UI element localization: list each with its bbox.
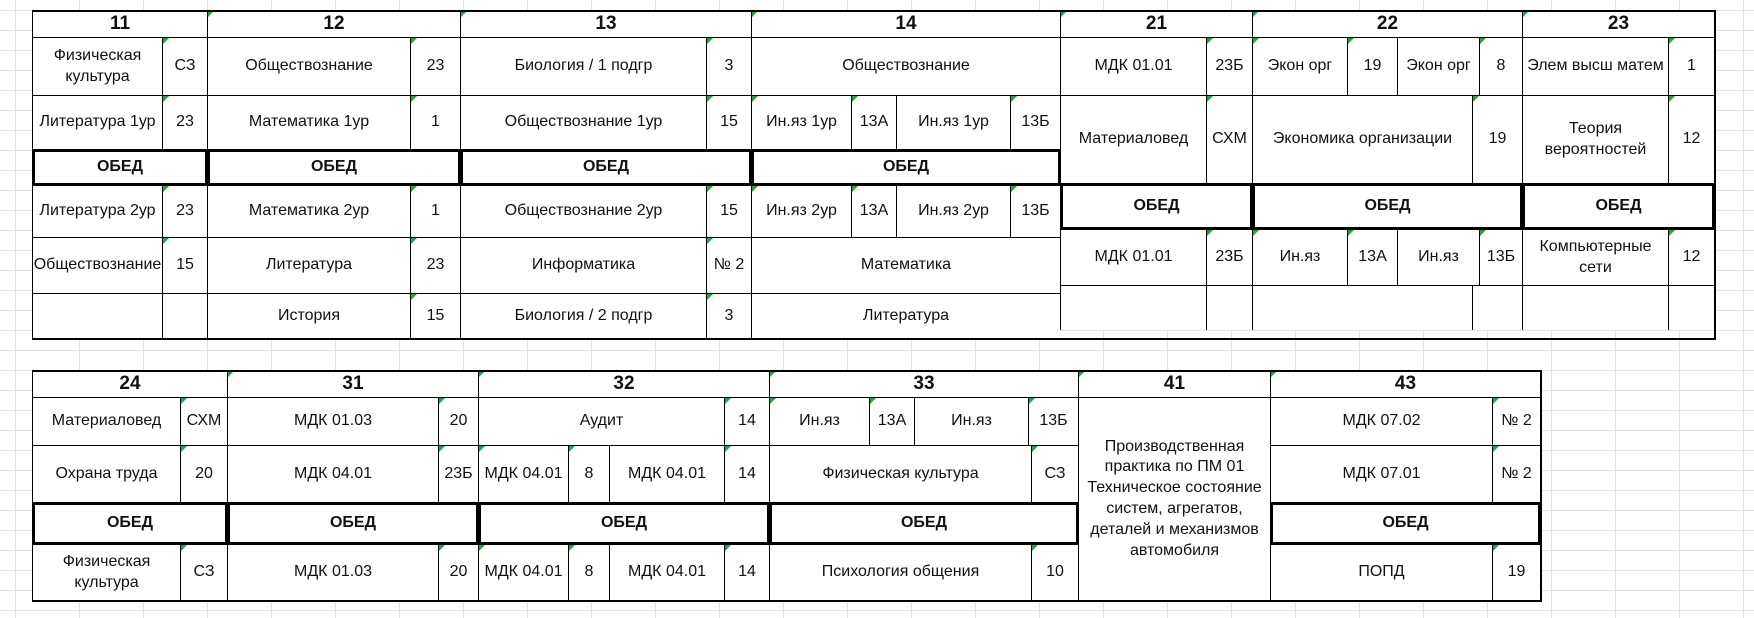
lesson-cell[interactable]: МДК 01.03 [227,397,438,445]
lunch-cell[interactable]: ОБЕД [32,502,227,544]
lesson-cell[interactable]: ПОПД [1270,544,1492,600]
lunch-cell[interactable]: ОБЕД [1252,183,1522,229]
lesson-cell[interactable]: Охрана труда [32,445,180,502]
lesson-cell[interactable]: Математика 2ур [207,185,410,237]
room-cell[interactable]: 13Б [1010,185,1060,237]
lesson-cell[interactable]: Обществознание [207,37,410,95]
lesson-cell[interactable]: Экон орг [1252,37,1347,95]
lunch-cell[interactable]: ОБЕД [478,502,769,544]
table-edge [32,338,1715,340]
lunch-cell[interactable]: ОБЕД [32,149,207,185]
lunch-cell[interactable]: ОБЕД [1060,183,1252,229]
room-cell[interactable]: 19 [1347,37,1397,95]
table-edge [32,10,1715,12]
room-cell[interactable]: 20 [438,544,478,600]
lesson-cell[interactable]: Экономика организации [1252,95,1472,183]
lesson-cell[interactable]: Физическая культура [32,544,180,600]
room-cell[interactable] [1206,285,1252,330]
room-cell[interactable]: 13Б [1028,397,1078,445]
table-edge [1714,10,1716,340]
lesson-cell[interactable]: Материаловед [32,397,180,445]
lunch-cell[interactable]: ОБЕД [460,149,751,185]
room-cell[interactable] [1472,285,1522,330]
lesson-cell[interactable]: Ин.яз [769,397,869,445]
lesson-cell[interactable] [32,293,162,338]
lesson-cell[interactable]: Физическая культура [769,445,1031,502]
group-header-22[interactable]: 22 [1252,10,1522,37]
room-cell[interactable]: 8 [568,544,609,600]
room-cell[interactable]: 23 [162,185,207,237]
lesson-cell[interactable]: Ин.яз [1397,229,1479,285]
lesson-cell[interactable]: МДК 04.01 [478,445,568,502]
lesson-cell[interactable] [1522,285,1668,330]
room-cell[interactable]: 15 [706,95,751,149]
lesson-cell[interactable]: МДК 01.01 [1060,37,1206,95]
lesson-cell[interactable]: Математика 1ур [207,95,410,149]
room-cell[interactable]: 23 [162,95,207,149]
lesson-cell[interactable]: Биология / 2 подгр [460,293,706,338]
group-header-21[interactable]: 21 [1060,10,1252,37]
group-header-43[interactable]: 43 [1270,370,1540,397]
group-header-33[interactable]: 33 [769,370,1078,397]
lesson-cell[interactable]: Психология общения [769,544,1031,600]
lesson-cell[interactable]: Физическая культура [32,37,162,95]
room-cell[interactable]: 15 [162,237,207,293]
lesson-cell[interactable]: Биология / 1 подгр [460,37,706,95]
lesson-cell[interactable]: Теория вероятностей [1522,95,1668,183]
lesson-cell[interactable]: МДК 01.01 [1060,229,1206,285]
room-cell[interactable]: 23Б [438,445,478,502]
room-cell[interactable]: 20 [180,445,227,502]
lesson-cell[interactable]: Литература [751,293,1060,338]
lesson-cell[interactable]: МДК 01.03 [227,544,438,600]
room-cell[interactable]: СЗ [1031,445,1078,502]
lesson-cell[interactable]: Ин.яз 2ур [751,185,851,237]
room-cell[interactable]: № 2 [1492,445,1540,502]
lesson-cell[interactable] [1060,285,1206,330]
room-cell[interactable]: 13А [851,185,896,237]
lesson-cell[interactable]: Компьютерные сети [1522,229,1668,285]
room-cell[interactable]: 8 [568,445,609,502]
room-cell[interactable]: 23Б [1206,37,1252,95]
room-cell[interactable]: 14 [724,445,769,502]
lunch-cell[interactable]: ОБЕД [1522,183,1714,229]
lesson-cell[interactable]: Ин.яз [914,397,1028,445]
room-cell[interactable]: 1 [410,95,460,149]
room-cell[interactable]: 1 [410,185,460,237]
room-cell[interactable]: СХМ [1206,95,1252,183]
room-cell[interactable]: СХМ [180,397,227,445]
lesson-cell[interactable]: МДК 07.02 [1270,397,1492,445]
group-header-14[interactable]: 14 [751,10,1060,37]
room-cell[interactable]: 15 [706,185,751,237]
lesson-cell[interactable]: Обществознание [751,37,1060,95]
group-header-11[interactable]: 11 [32,10,207,37]
lunch-cell[interactable]: ОБЕД [227,502,478,544]
lesson-cell[interactable]: МДК 07.01 [1270,445,1492,502]
room-cell[interactable]: 13Б [1479,229,1522,285]
room-cell[interactable]: 12 [1668,95,1714,183]
room-cell[interactable]: 13А [851,95,896,149]
lesson-cell[interactable]: МДК 04.01 [609,445,724,502]
group-header-32[interactable]: 32 [478,370,769,397]
room-cell[interactable]: 13А [869,397,914,445]
lesson-cell[interactable]: Обществознание 2ур [460,185,706,237]
lesson-cell[interactable]: МДК 04.01 [478,544,568,600]
room-cell[interactable]: 14 [724,397,769,445]
room-cell[interactable]: № 2 [706,237,751,293]
room-cell[interactable]: 15 [410,293,460,338]
lesson-cell[interactable]: Литература 2ур [32,185,162,237]
room-cell[interactable]: СЗ [180,544,227,600]
lunch-cell[interactable]: ОБЕД [207,149,460,185]
lesson-cell[interactable]: Ин.яз 1ур [896,95,1010,149]
lesson-cell[interactable]: Экон орг [1397,37,1479,95]
lesson-cell[interactable] [1252,285,1472,330]
lesson-cell[interactable]: Обществознание 1ур [460,95,706,149]
lunch-cell[interactable]: ОБЕД [769,502,1078,544]
group-header-24[interactable]: 24 [32,370,227,397]
lesson-cell[interactable]: Ин.яз 2ур [896,185,1010,237]
room-cell[interactable]: 10 [1031,544,1078,600]
room-cell[interactable]: 13Б [1010,95,1060,149]
group-header-12[interactable]: 12 [207,10,460,37]
lesson-cell[interactable]: Литература 1ур [32,95,162,149]
room-cell[interactable]: 19 [1492,544,1540,600]
table-edge [32,600,1541,602]
room-cell[interactable]: 23 [410,237,460,293]
group-header-23[interactable]: 23 [1522,10,1714,37]
lesson-cell[interactable]: Материаловед [1060,95,1206,183]
lesson-cell[interactable]: Математика [751,237,1060,293]
group-header-41[interactable]: 41 [1078,370,1270,397]
room-cell[interactable]: 3 [706,293,751,338]
lunch-cell[interactable]: ОБЕД [751,149,1060,185]
group-header-13[interactable]: 13 [460,10,751,37]
room-cell[interactable]: 8 [1479,37,1522,95]
lesson-cell[interactable]: Аудит [478,397,724,445]
room-cell[interactable]: 3 [706,37,751,95]
room-cell[interactable]: 12 [1668,229,1714,285]
lesson-cell[interactable]: Элем высш матем [1522,37,1668,95]
lesson-cell[interactable]: Ин.яз 1ур [751,95,851,149]
table-edge [1540,370,1542,602]
lesson-cell[interactable]: Информатика [460,237,706,293]
room-cell[interactable]: 1 [1668,37,1714,95]
room-cell[interactable] [162,293,207,338]
table-edge [32,370,1541,372]
group-header-31[interactable]: 31 [227,370,478,397]
room-cell[interactable] [1668,285,1714,330]
room-cell[interactable]: № 2 [1492,397,1540,445]
room-cell[interactable]: 19 [1472,95,1522,183]
lesson-cell[interactable]: МДК 04.01 [227,445,438,502]
lunch-cell[interactable]: ОБЕД [1270,502,1540,544]
lesson-cell[interactable]: Производственная практика по ПМ 01 Техническое состояние систем, агрегатов, деталей и механизмов автомобиля [1078,397,1270,600]
room-cell[interactable]: СЗ [162,37,207,95]
room-cell[interactable]: 13А [1347,229,1397,285]
room-cell[interactable]: 23 [410,37,460,95]
lesson-cell[interactable]: История [207,293,410,338]
room-cell[interactable]: 14 [724,544,769,600]
lesson-cell[interactable]: МДК 04.01 [609,544,724,600]
room-cell[interactable]: 20 [438,397,478,445]
lesson-cell[interactable]: Литература [207,237,410,293]
room-cell[interactable]: 23Б [1206,229,1252,285]
lesson-cell[interactable]: Ин.яз [1252,229,1347,285]
lesson-cell[interactable]: Обществознание [32,237,162,293]
